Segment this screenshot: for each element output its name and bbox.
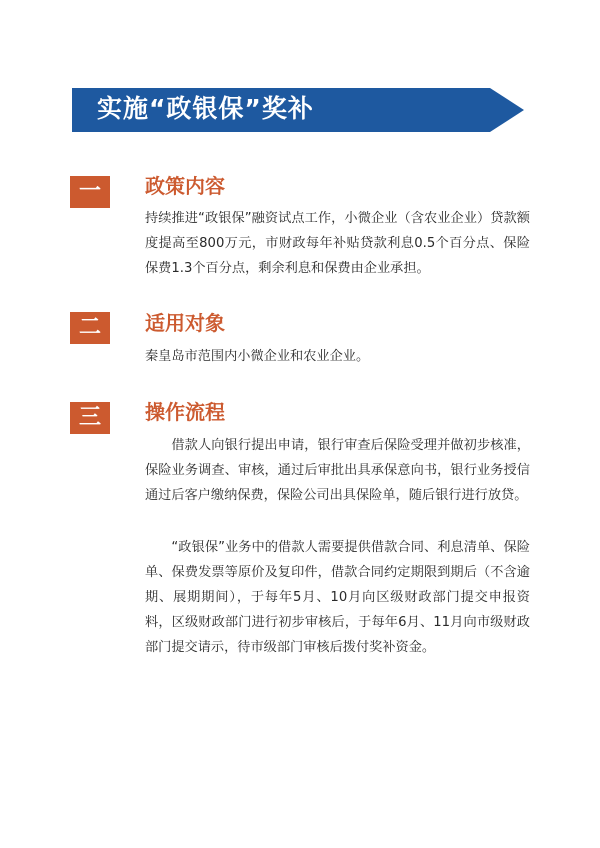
section-number-badge xyxy=(70,176,110,208)
banner-title: 实施“政银保”奖补 xyxy=(97,94,314,123)
section-number-badge xyxy=(70,312,110,344)
section-paragraph: 持续推进“政银保”融资试点工作，小微企业（含农业企业）贷款额度提高至800万元，市财政每年补贴贷款利息0.5个百分点、保险保费1.3个百分点，剩余利息和保费由企业承担。 xyxy=(145,211,530,276)
section-title: 操作流程 xyxy=(145,400,225,424)
section-number: 三 xyxy=(78,405,101,430)
title-banner xyxy=(72,86,524,134)
section-title: 政策内容 xyxy=(145,174,225,198)
section-paragraph: “政银保”业务中的借款人需要提供借款合同、利息清单、保险单、保费发票等原价及复印件，借款合同约定期限到期后（不含逾期、展期期间），于每年5月、10月向区级财政部门提交申报资料，区级财政部门进行初步审核后，于每年6月、11月向市级财政部门提交请示，待市级部门审核后拨付奖补资金。 xyxy=(145,540,530,655)
section-number-badge xyxy=(70,402,110,434)
section-paragraph: 秦皇岛市范围内小微企业和农业企业。 xyxy=(145,349,370,364)
section-title: 适用对象 xyxy=(145,311,225,335)
section-number: 二 xyxy=(78,315,101,340)
section-number: 一 xyxy=(78,179,101,204)
section-paragraph: 借款人向银行提出申请，银行审查后保险受理并做初步核准，保险业务调查、审核，通过后审批出具承保意向书，银行业务授信通过后客户缴纳保费，保险公司出具保险单，随后银行进行放贷。 xyxy=(145,438,530,503)
